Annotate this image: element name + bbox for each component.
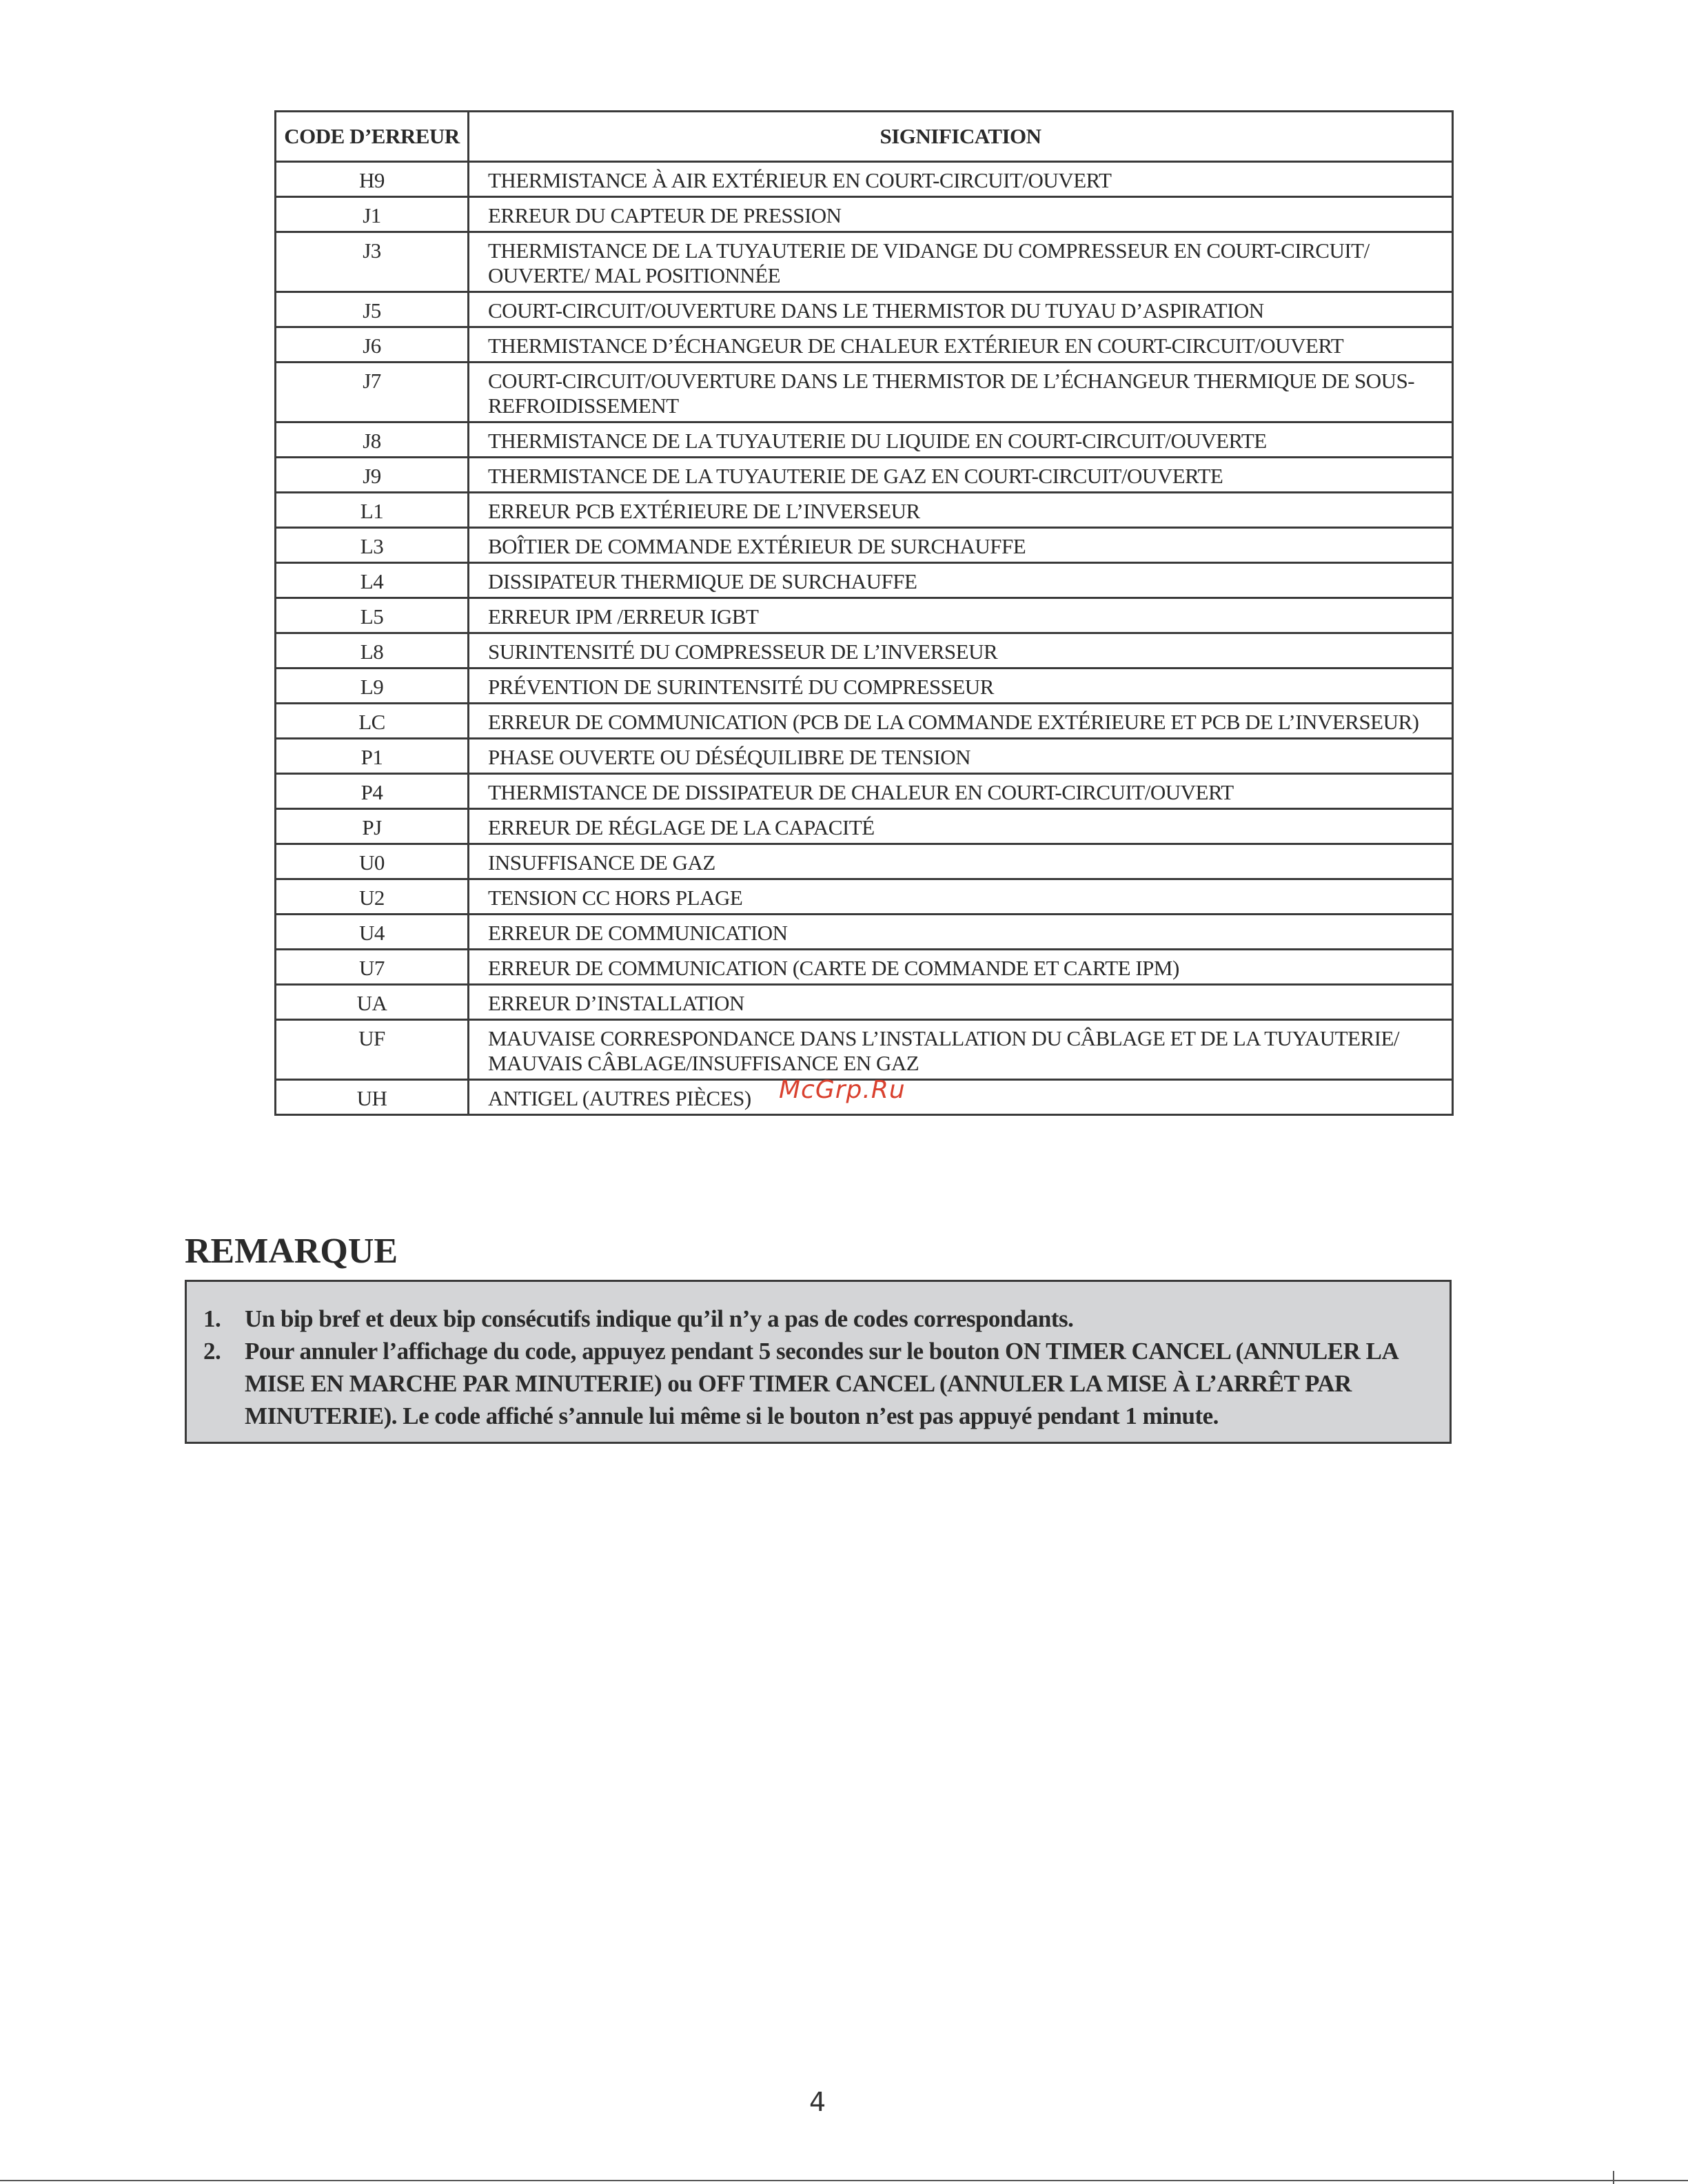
remark-item-text: Un bip bref et deux bip consécutifs indique qu’il n’y a pas de codes correspondants. bbox=[245, 1305, 1074, 1332]
table-row bbox=[276, 422, 1453, 458]
error-code-cell: UH bbox=[276, 1080, 469, 1115]
column-header-meaning: SIGNIFICATION bbox=[469, 112, 1453, 162]
error-code-cell: UF bbox=[276, 1020, 469, 1080]
table-header-row bbox=[276, 112, 1453, 162]
error-code-cell: J1 bbox=[276, 197, 469, 232]
error-code-table bbox=[274, 110, 1454, 1116]
table-row bbox=[276, 363, 1453, 422]
error-code-cell: PJ bbox=[276, 809, 469, 844]
table-row bbox=[276, 915, 1453, 950]
watermark-text: McGrp.Ru bbox=[779, 1076, 906, 1104]
remark-list bbox=[203, 1303, 1433, 1432]
table-row bbox=[276, 458, 1453, 493]
table-row bbox=[276, 528, 1453, 563]
table-row bbox=[276, 809, 1453, 844]
error-meaning-cell: THERMISTANCE D’ÉCHANGEUR DE CHALEUR EXTÉRIEUR EN COURT-CIRCUIT/OUVERT bbox=[469, 327, 1453, 363]
error-code-cell: UA bbox=[276, 985, 469, 1020]
error-meaning-cell: PHASE OUVERTE OU DÉSÉQUILIBRE DE TENSION bbox=[469, 739, 1453, 774]
error-meaning-cell: ERREUR DE COMMUNICATION (PCB DE LA COMMANDE EXTÉRIEURE ET PCB DE L’INVERSEUR) bbox=[469, 704, 1453, 739]
error-meaning-cell: ERREUR DE COMMUNICATION (CARTE DE COMMANDE ET CARTE IPM) bbox=[469, 950, 1453, 985]
table-row bbox=[276, 1020, 1453, 1080]
table-row bbox=[276, 327, 1453, 363]
remark-item-number: 1. bbox=[203, 1305, 221, 1332]
error-meaning-cell: PRÉVENTION DE SURINTENSITÉ DU COMPRESSEUR bbox=[469, 669, 1453, 704]
error-code-cell: P4 bbox=[276, 774, 469, 809]
error-meaning-cell: ERREUR DE RÉGLAGE DE LA CAPACITÉ bbox=[469, 809, 1453, 844]
error-meaning-cell: SURINTENSITÉ DU COMPRESSEUR DE L’INVERSEUR bbox=[469, 633, 1453, 669]
error-code-cell: L1 bbox=[276, 493, 469, 528]
error-code-cell: LC bbox=[276, 704, 469, 739]
error-code-cell: L4 bbox=[276, 563, 469, 598]
error-code-cell: L5 bbox=[276, 598, 469, 633]
error-code-cell: H9 bbox=[276, 162, 469, 197]
remark-item bbox=[203, 1303, 1433, 1335]
error-code-cell: J6 bbox=[276, 327, 469, 363]
error-meaning-cell: ERREUR IPM /ERREUR IGBT bbox=[469, 598, 1453, 633]
error-meaning-cell: BOÎTIER DE COMMANDE EXTÉRIEUR DE SURCHAUFFE bbox=[469, 528, 1453, 563]
table-row bbox=[276, 633, 1453, 669]
table-row bbox=[276, 844, 1453, 879]
error-meaning-cell: ERREUR DE COMMUNICATION bbox=[469, 915, 1453, 950]
error-code-cell: L3 bbox=[276, 528, 469, 563]
table-row bbox=[276, 493, 1453, 528]
remark-item bbox=[203, 1335, 1433, 1432]
table-row bbox=[276, 669, 1453, 704]
error-code-cell: L9 bbox=[276, 669, 469, 704]
remark-item-number: 2. bbox=[203, 1338, 221, 1365]
error-meaning-cell: INSUFFISANCE DE GAZ bbox=[469, 844, 1453, 879]
table-row bbox=[276, 197, 1453, 232]
error-code-cell: J9 bbox=[276, 458, 469, 493]
table-row bbox=[276, 739, 1453, 774]
table-row bbox=[276, 162, 1453, 197]
table-body bbox=[276, 162, 1453, 1115]
error-meaning-cell: COURT-CIRCUIT/OUVERTURE DANS LE THERMISTOR DU TUYAU D’ASPIRATION bbox=[469, 292, 1453, 327]
table-row bbox=[276, 985, 1453, 1020]
error-code-cell: P1 bbox=[276, 739, 469, 774]
page-bottom-rule bbox=[0, 2180, 1688, 2181]
error-meaning-cell: THERMISTANCE DE LA TUYAUTERIE DU LIQUIDE EN COURT-CIRCUIT/OUVERTE bbox=[469, 422, 1453, 458]
error-meaning-cell: MAUVAISE CORRESPONDANCE DANS L’INSTALLATION DU CÂBLAGE ET DE LA TUYAUTERIE/ MAUVAIS CÂBLAGE/INSUFFISANCE EN GAZ bbox=[469, 1020, 1453, 1080]
table-row bbox=[276, 950, 1453, 985]
error-meaning-cell: THERMISTANCE DE LA TUYAUTERIE DE VIDANGE DU COMPRESSEUR EN COURT-CIRCUIT/ OUVERTE/ MAL POSITIONNÉE bbox=[469, 232, 1453, 292]
error-code-cell: U7 bbox=[276, 950, 469, 985]
error-meaning-cell: ERREUR PCB EXTÉRIEURE DE L’INVERSEUR bbox=[469, 493, 1453, 528]
remark-box bbox=[185, 1280, 1452, 1444]
error-code-cell: J8 bbox=[276, 422, 469, 458]
error-meaning-cell: ANTIGEL (AUTRES PIÈCES) bbox=[469, 1080, 1453, 1115]
remark-title: REMARQUE bbox=[185, 1232, 398, 1271]
error-code-cell: U0 bbox=[276, 844, 469, 879]
error-code-cell: J7 bbox=[276, 363, 469, 422]
remark-item-text: Pour annuler l’affichage du code, appuyez pendant 5 secondes sur le bouton ON TIMER CANCEL (ANNULER LA MISE EN MARCHE PAR MINUTERIE) ou OFF TIMER CANCEL (ANNULER LA MISE À L’ARRÊT PAR MINUTERIE). Le code affiché s’annule lui même si le bouton n’est pas appuyé pendant 1 minute. bbox=[245, 1338, 1398, 1429]
error-meaning-cell: THERMISTANCE DE DISSIPATEUR DE CHALEUR EN COURT-CIRCUIT/OUVERT bbox=[469, 774, 1453, 809]
error-meaning-cell: THERMISTANCE DE LA TUYAUTERIE DE GAZ EN COURT-CIRCUIT/OUVERTE bbox=[469, 458, 1453, 493]
table-row bbox=[276, 292, 1453, 327]
error-code-cell: L8 bbox=[276, 633, 469, 669]
table-row bbox=[276, 704, 1453, 739]
error-meaning-cell: COURT-CIRCUIT/OUVERTURE DANS LE THERMISTOR DE L’ÉCHANGEUR THERMIQUE DE SOUS- REFROIDISSEMENT bbox=[469, 363, 1453, 422]
table-row bbox=[276, 774, 1453, 809]
error-code-cell: J3 bbox=[276, 232, 469, 292]
table-row bbox=[276, 563, 1453, 598]
error-meaning-cell: THERMISTANCE À AIR EXTÉRIEUR EN COURT-CIRCUIT/OUVERT bbox=[469, 162, 1453, 197]
table-row bbox=[276, 598, 1453, 633]
error-meaning-cell: ERREUR DU CAPTEUR DE PRESSION bbox=[469, 197, 1453, 232]
error-meaning-cell: DISSIPATEUR THERMIQUE DE SURCHAUFFE bbox=[469, 563, 1453, 598]
table-row bbox=[276, 232, 1453, 292]
error-code-cell: J5 bbox=[276, 292, 469, 327]
column-header-code: CODE D’ERREUR bbox=[276, 112, 469, 162]
error-code-cell: U2 bbox=[276, 879, 469, 915]
crop-mark bbox=[1613, 2171, 1614, 2184]
error-meaning-cell: ERREUR D’INSTALLATION bbox=[469, 985, 1453, 1020]
page-number: 4 bbox=[809, 2087, 826, 2117]
error-meaning-cell: TENSION CC HORS PLAGE bbox=[469, 879, 1453, 915]
table-row bbox=[276, 879, 1453, 915]
error-code-cell: U4 bbox=[276, 915, 469, 950]
